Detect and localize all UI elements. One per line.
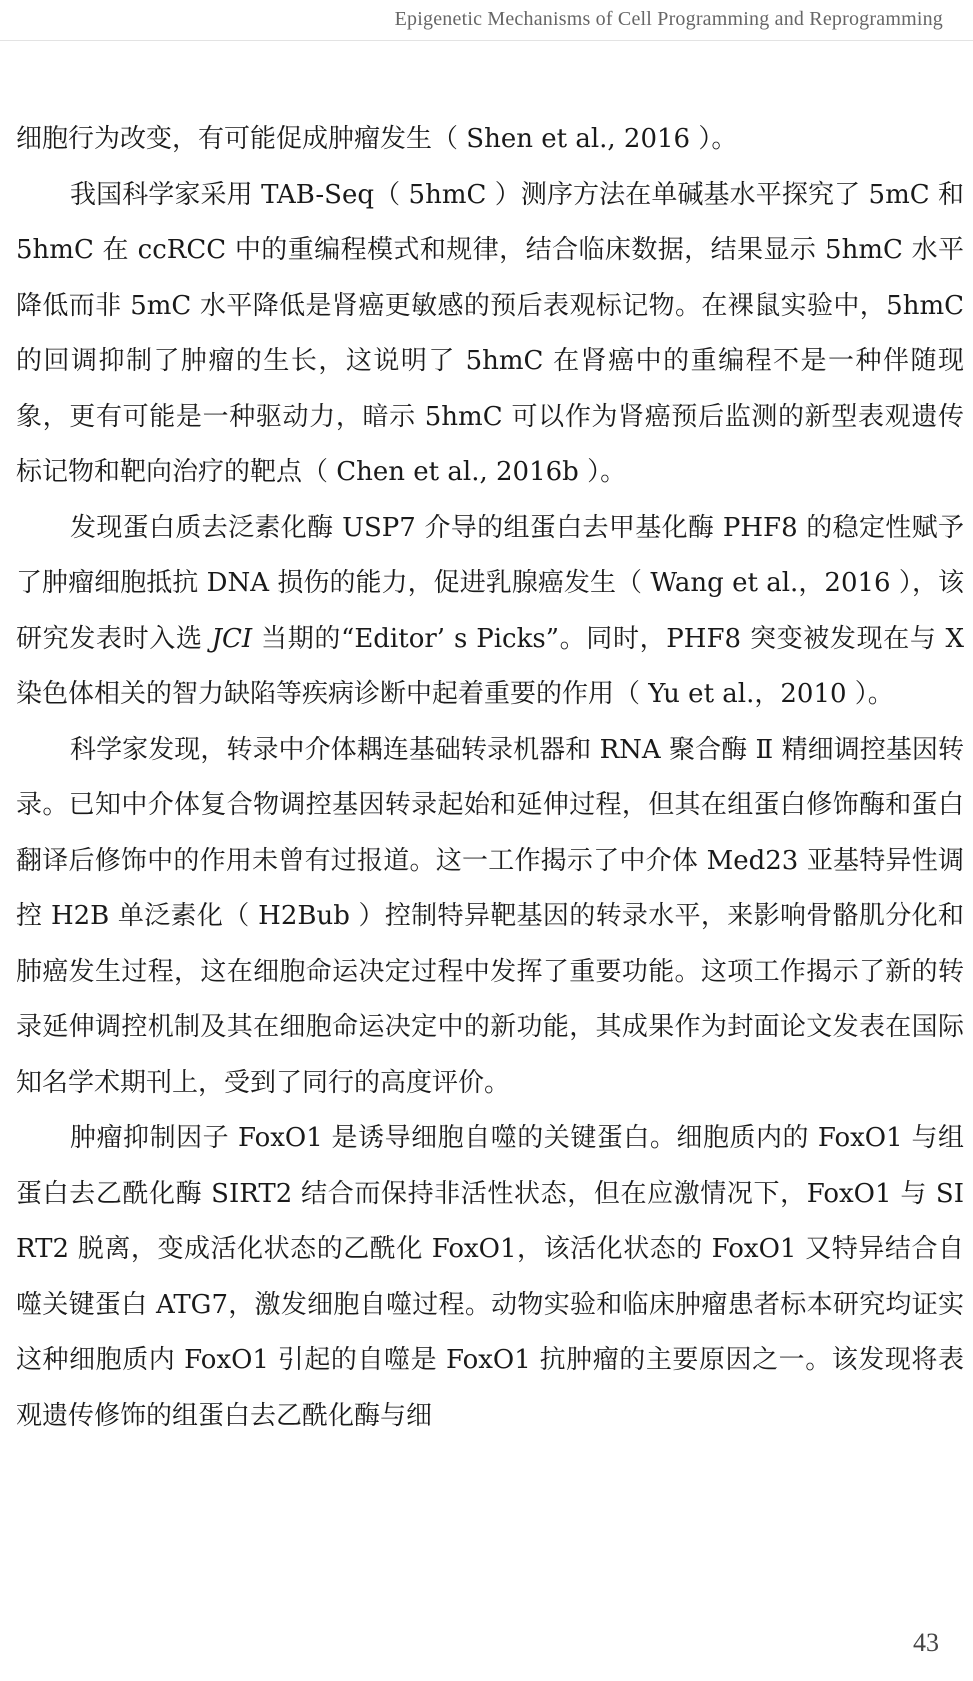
- paragraph-med23-mediator: 科学家发现，转录中介体耦连基础转录机器和 RNA 聚合酶 Ⅱ 精细调控基因转录。已知中介体复合物调控基因转录起始和延伸过程，但其在组蛋白修饰酶和蛋白翻译后修饰中的作用未曾有过报道。这一工作揭示了中介体 Med23 亚基特异性调控 H2B 单泛素化（ H2Bub ）控制特异靶基因的转录水平，来影响骨骼肌分化和肺癌发生过程，这在细胞命运决定过程中发挥了重要功能。这项工作揭示了新的转录延伸调控机制及其在细胞命运决定中的新功能，其成果作为封面论文发表在国际知名学术期刊上，受到了同行的高度评价。: [16, 734, 964, 1098]
- paragraph-continued: 细胞行为改变，有可能促成肿瘤发生（ Shen et al., 2016 ）。: [16, 124, 738, 154]
- page-number: 43: [913, 1628, 939, 1657]
- body-text: [16, 112, 964, 1444]
- paragraph-usp7-text-after: 当期的“Editor’ s Picks”。同时，PHF8 突变被发现在与 X 染色体相关的智力缺陷等疾病诊断中起着重要的作用（ Yu et al.，2010 ）。: [16, 623, 964, 709]
- paragraph-usp7-phf8: [16, 501, 964, 723]
- journal-name: JCI: [211, 623, 253, 654]
- paragraph-usp7-text-before: 发现蛋白质去泛素化酶 USP7 介导的组蛋白去甲基化酶 PHF8 的稳定性赋予了肿瘤细胞抵抗 DNA 损伤的能力，促进乳腺癌发生（ Wang et al.，2016 ），该研究发表时入选: [16, 512, 964, 654]
- header-divider: [0, 40, 973, 41]
- running-header: Epigenetic Mechanisms of Cell Programming and Reprogramming: [394, 8, 943, 30]
- paragraph-foxo1-autophagy: 肿瘤抑制因子 FoxO1 是诱导细胞自噬的关键蛋白。细胞质内的 FoxO1 与组蛋白去乙酰化酶 SIRT2 结合而保持非活性状态，但在应激情况下，FoxO1 与 SIRT2 脱离，变成活化状态的乙酰化 FoxO1，该活化状态的 FoxO1 又特异结合自噬关键蛋白 ATG7，激发细胞自噬过程。动物实验和临床肿瘤患者标本研究均证实这种细胞质内 FoxO1 引起的自噬是 FoxO1 抗肿瘤的主要原因之一。该发现将表观遗传修饰的组蛋白去乙酰化酶与细: [16, 1123, 964, 1431]
- paragraph-5hmc-renal-cancer: 我国科学家采用 TAB-Seq（ 5hmC ）测序方法在单碱基水平探究了 5mC 和 5hmC 在 ccRCC 中的重编程模式和规律，结合临床数据，结果显示 5hmC 水平降低而非 5mC 水平降低是肾癌更敏感的预后表观标记物。在裸鼠实验中，5hmC 的回调抑制了肿瘤的生长，这说明了 5hmC 在肾癌中的重编程不是一种伴随现象，更有可能是一种驱动力，暗示 5hmC 可以作为肾癌预后监测的新型表观遗传标记物和靶向治疗的靶点（ Chen et al., 2016b ）。: [16, 179, 964, 487]
